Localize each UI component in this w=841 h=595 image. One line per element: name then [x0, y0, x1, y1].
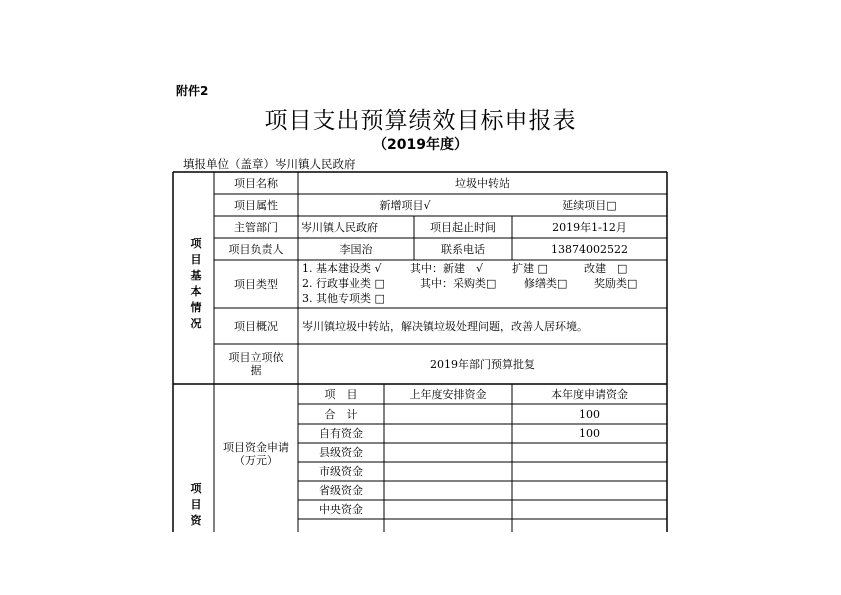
- project-name-value: 垃圾中转站: [455, 176, 510, 190]
- owner-value: 李国治: [339, 242, 373, 256]
- basis-value: 2019年部门预算批复: [430, 357, 535, 371]
- funds-row-last: [384, 500, 512, 519]
- type-admin-repair: 修缮类□: [524, 277, 568, 290]
- filling-unit: 填报单位（盖章）岑川镇人民政府: [183, 157, 356, 171]
- section-funds: 项目资: [190, 482, 202, 527]
- overview-value: 岑川镇垃圾中转站，解决镇垃圾处理问题，改善人居环境。: [302, 319, 588, 333]
- funds-row-this: [512, 481, 667, 500]
- project-name-label: 项目名称: [234, 176, 278, 190]
- type-construction-rebuild: 改建 □: [584, 262, 628, 275]
- funds-row-this: 100: [579, 407, 600, 421]
- type-construction-new: 其中：新建 √: [410, 262, 484, 275]
- budget-year: （2019年度）: [373, 137, 468, 153]
- phone-label: 联系电话: [441, 242, 485, 256]
- type-admin-reward: 奖励类□: [594, 277, 638, 290]
- project-attribute-label: 项目属性: [234, 198, 278, 212]
- attachment-label: 附件2: [176, 84, 209, 98]
- phone-value: 13874002522: [551, 242, 628, 256]
- funds-row-item: 省级资金: [319, 484, 363, 497]
- period-value: 2019年1-12月: [552, 220, 627, 234]
- type-construction-expand: 扩建 □: [512, 262, 548, 275]
- type-admin-purchase: 其中：采购类□: [420, 277, 497, 290]
- page-title: 项目支出预算绩效目标申报表: [264, 108, 577, 134]
- type-option-administrative: 2. 行政事业类 □: [302, 277, 385, 290]
- funds-row-this: [512, 443, 667, 462]
- funds-col-item: 项 目: [324, 387, 358, 401]
- funds-row-this: [512, 500, 667, 519]
- type-option-other: 3. 其他专项类 □: [302, 292, 385, 305]
- type-option-construction: 1. 基本建设类 √: [302, 262, 382, 275]
- attribute-new-checkbox: 新增项目√: [379, 198, 431, 212]
- funds-row-last: [384, 443, 512, 462]
- funds-row-last: [384, 424, 512, 443]
- funds-col-this-year: 本年度申请资金: [551, 387, 628, 401]
- basis-label: 项目立项依据: [228, 351, 284, 377]
- funds-row-this: 100: [579, 427, 600, 440]
- funds-row-item: 县级资金: [319, 446, 363, 459]
- funds-row-last: [384, 481, 512, 500]
- department-value: 岑川镇人民政府: [301, 220, 378, 234]
- funds-row-this: [512, 462, 667, 481]
- section-basic-info: 项目基本情况: [190, 237, 202, 330]
- funds-row-item: 市级资金: [319, 465, 363, 478]
- funds-row-item: 自有资金: [319, 427, 363, 440]
- funds-row-item: 中央资金: [319, 503, 363, 516]
- overview-label: 项目概况: [234, 319, 278, 333]
- period-label: 项目起止时间: [430, 220, 496, 234]
- funds-application-label: 项目资金申请（万元）: [223, 441, 289, 467]
- funds-row-last: [384, 404, 512, 424]
- funds-col-last-year: 上年度安排资金: [409, 387, 487, 401]
- department-label: 主管部门: [234, 220, 278, 234]
- owner-label: 项目负责人: [228, 242, 284, 256]
- project-type-label: 项目类型: [234, 277, 278, 291]
- attribute-continue-checkbox: 延续项目□: [562, 198, 617, 212]
- funds-row-item: 合 计: [324, 407, 358, 421]
- funds-row-last: [384, 462, 512, 481]
